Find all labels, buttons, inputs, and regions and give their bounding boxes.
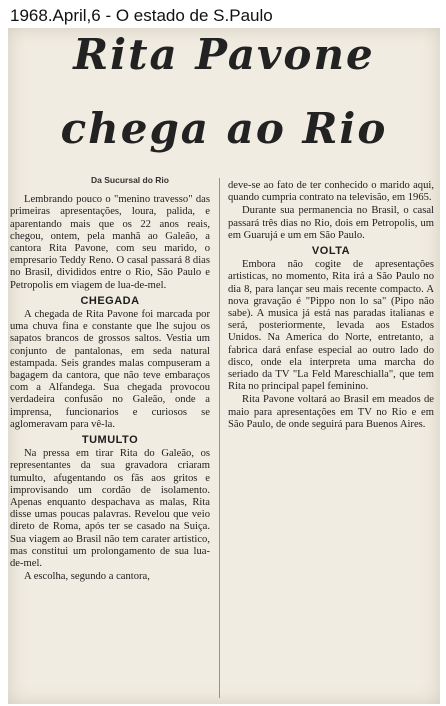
left-column (10, 174, 210, 585)
headline-line-2: chega ao Rio (60, 104, 388, 153)
continuation-paragraph: deve-se ao fato de ter conhecido o marido aqui, quando cumpria contrato na televisão, em 1965. (228, 180, 434, 204)
tumulto-paragraph: Na pressa em tirar Rita do Galeão, os representantes da sua gravadora criaram tumulto, afugentando os fãs aos gritos e improvisando um cordão de isolamento. Apenas enquanto despachava as malas, Rita disse umas poucas palavras. Revelou que veio direto de Roma, após ter se casado na Suiça. Sua viagem ao Brasil não tem carater artistico, mas constitui um prolongamento de sua lua-de-mel. (10, 448, 210, 570)
column-divider (219, 178, 220, 698)
right-column (228, 180, 434, 432)
page-caption: 1968.April,6 - O estado de S.Paulo (10, 6, 273, 25)
headline-line-1: Rita Pavone (73, 30, 375, 79)
intro-paragraph: Lembrando pouco o "menino travesso" das primeiras apresentações, loura, palida, e aparentando mais que os 22 anos reais, chegou, ontem, pela manhã ao Galeão, a cantora Rita Pavone, com seu marido, o empresario Teddy Reno. O casal passará 8 dias no Brasil, divididos entre o Rio, São Paulo e Petropolis em viagem de lua-de-mel. (10, 194, 210, 291)
chegada-paragraph: A chegada de Rita Pavone foi marcada por uma chuva fina e constante que lhe sujou os sapatos brancos de grossos saltos. Vestia um conjunto de pantalonas, em seda natural estampada. Seis grandes malas compuseram a bagagem da cantora, que não teve embaraços com a Alfandega. Sua chegada provocou verdadeira confusão no Galeão, onde a imprensa, funcionarios e curiosos se aglomeravam para vê-la. (10, 309, 210, 430)
section-title-chegada: CHEGADA (80, 294, 140, 307)
section-title-tumulto: TUMULTO (81, 434, 139, 447)
volta-paragraph: Embora não cogite de apresentações artisticas, no momento, Rita irá a São Paulo no dia 8, para lançar seu mais recente compacto. A nova gravação é "Pippo non lo sa" (Pipo não sabe). A musica já está nas paradas italianas e será, posteriormente, levada aos Estados Unidos. Na America do Norte, entretanto, a fabrica dará enfase especial ao outro lado do disco, onde ela interpreta uma marcha do seriado da TV "La Feld Mareschialla", que tem Rita no principal papel feminino. (228, 259, 434, 393)
stay-paragraph: Durante sua permanencia no Brasil, o casal passará três dias no Rio, dois em Petropolis, um em Guarujá e um em São Paulo. (228, 205, 434, 241)
section-title-volta: VOLTA (311, 245, 351, 258)
return-paragraph: Rita Pavone voltará ao Brasil em meados de maio para apresentações em TV no Rio e em São Paulo, de onde seguirá para Buenos Aires. (228, 394, 434, 430)
byline: Da Sucursal do Rio (91, 175, 169, 185)
newspaper-clipping (8, 28, 440, 704)
tumulto-tail-paragraph: A escolha, segundo a cantora, (24, 571, 150, 583)
